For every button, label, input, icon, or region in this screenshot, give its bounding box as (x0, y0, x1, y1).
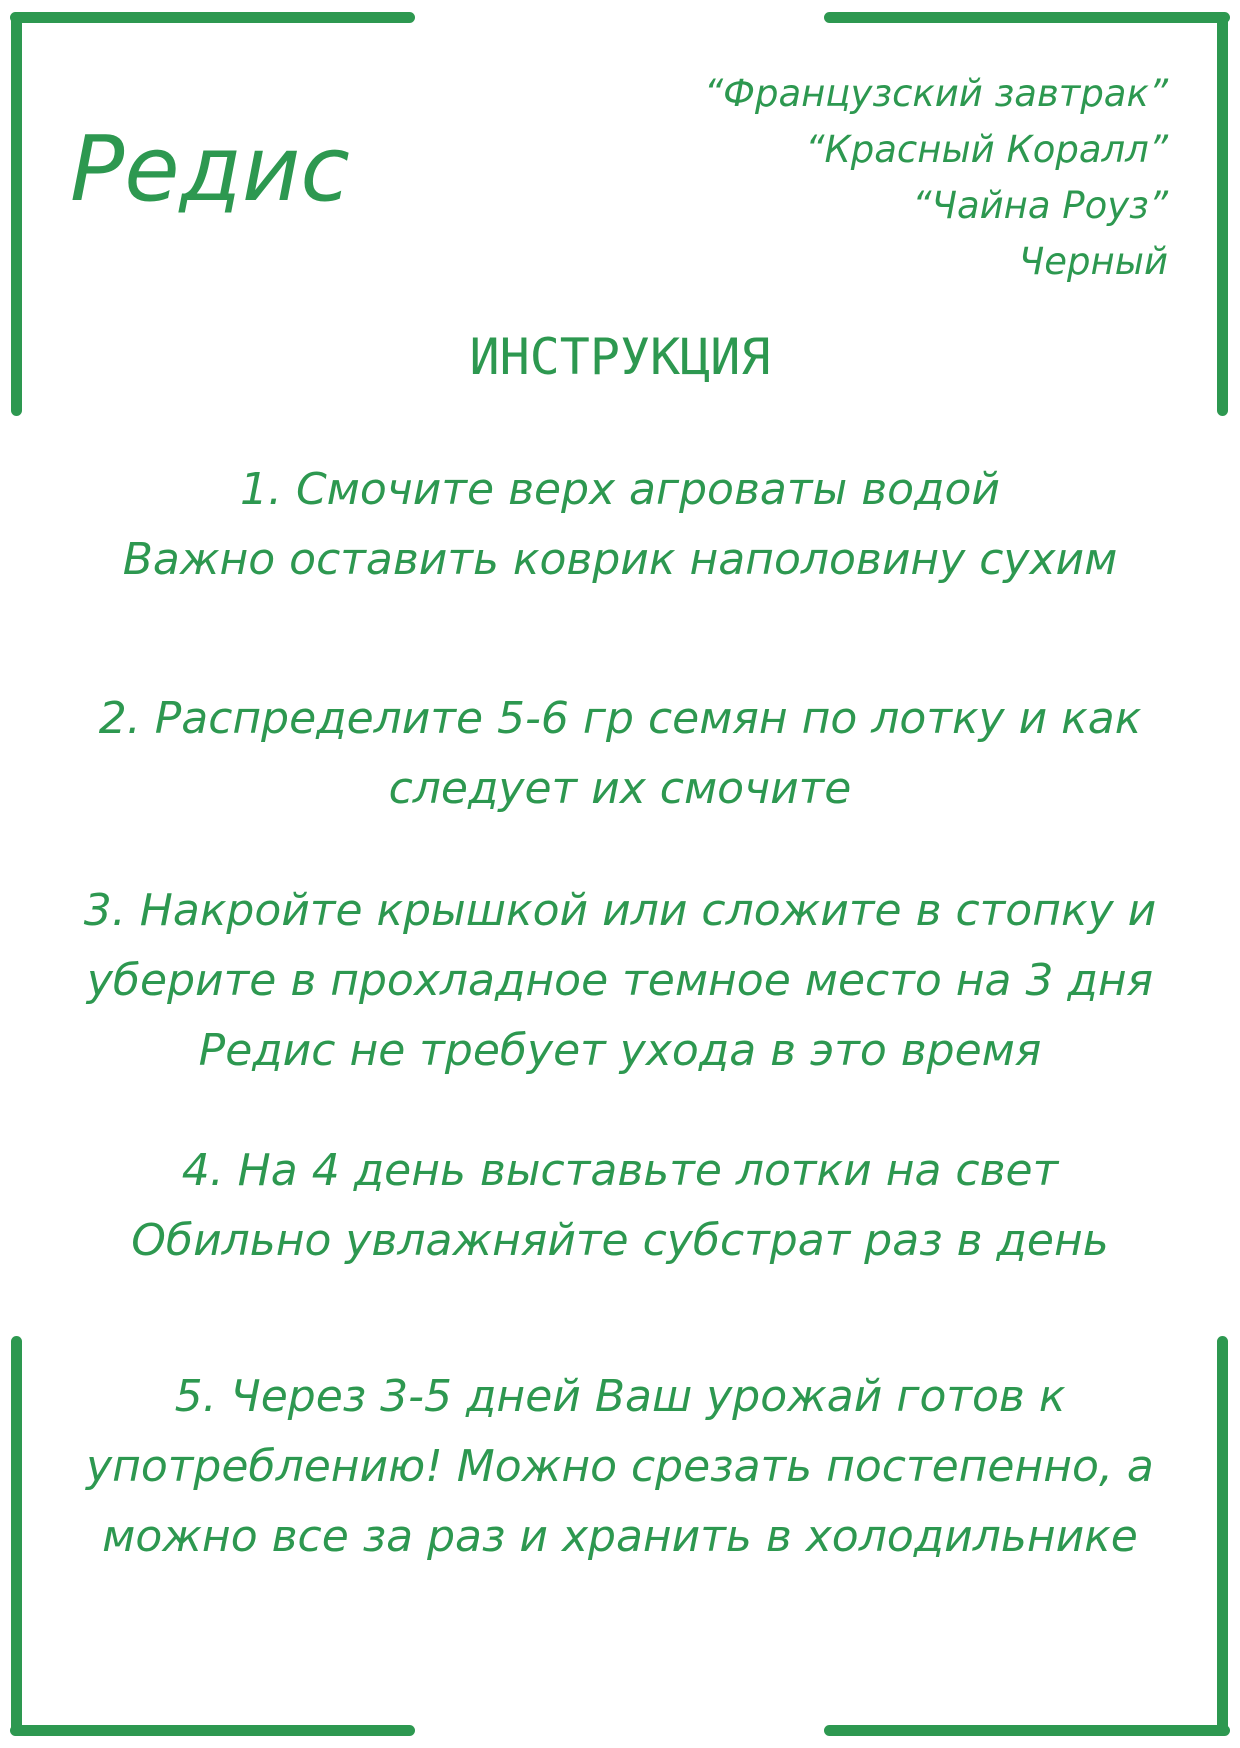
instruction-heading: ИНСТРУКЦИЯ (469, 328, 771, 386)
step-4 (40, 1136, 1200, 1276)
frame-corner-top-right-horizontal (824, 12, 1230, 23)
step-1 (40, 455, 1200, 595)
variety-item: “Французский завтрак” (703, 72, 1168, 115)
step-line: 4. На 4 день выставьте лотки на свет (181, 1145, 1059, 1196)
frame-corner-top-left-horizontal (10, 12, 415, 23)
step-line: Обильно увлажняйте субстрат раз в день (131, 1215, 1109, 1266)
product-title: Редис (70, 117, 350, 222)
step-line: можно все за раз и хранить в холодильнике (102, 1511, 1138, 1562)
step-line: 2. Распределите 5-6 гр семян по лотку и как (98, 693, 1142, 744)
frame-corner-bottom-left-vertical (11, 1336, 22, 1736)
step-line: 5. Через 3-5 дней Ваш урожай готов к (174, 1371, 1066, 1422)
step-line: Редис не требует ухода в это время (198, 1025, 1042, 1076)
variety-list (704, 66, 1168, 290)
frame-corner-bottom-right-horizontal (824, 1725, 1230, 1736)
step-line: следует их смочите (388, 763, 852, 814)
step-5 (40, 1362, 1200, 1572)
step-line: 1. Смочите верх агроваты водой (239, 464, 1000, 515)
variety-item: “Красный Коралл” (805, 128, 1168, 171)
step-2 (40, 684, 1200, 824)
frame-corner-bottom-right-vertical (1217, 1336, 1228, 1736)
step-line: 3. Накройте крышкой или сложите в стопку и (83, 885, 1157, 936)
step-line: Важно оставить коврик наполовину сухим (122, 534, 1118, 585)
variety-item: Черный (1018, 240, 1168, 283)
step-line: уберите в прохладное темное место на 3 дня (86, 955, 1154, 1006)
variety-item: “Чайна Роуз” (912, 184, 1168, 227)
frame-corner-bottom-left-horizontal (10, 1725, 415, 1736)
step-line: употреблению! Можно срезать постепенно, а (86, 1441, 1154, 1492)
step-3 (40, 876, 1200, 1086)
